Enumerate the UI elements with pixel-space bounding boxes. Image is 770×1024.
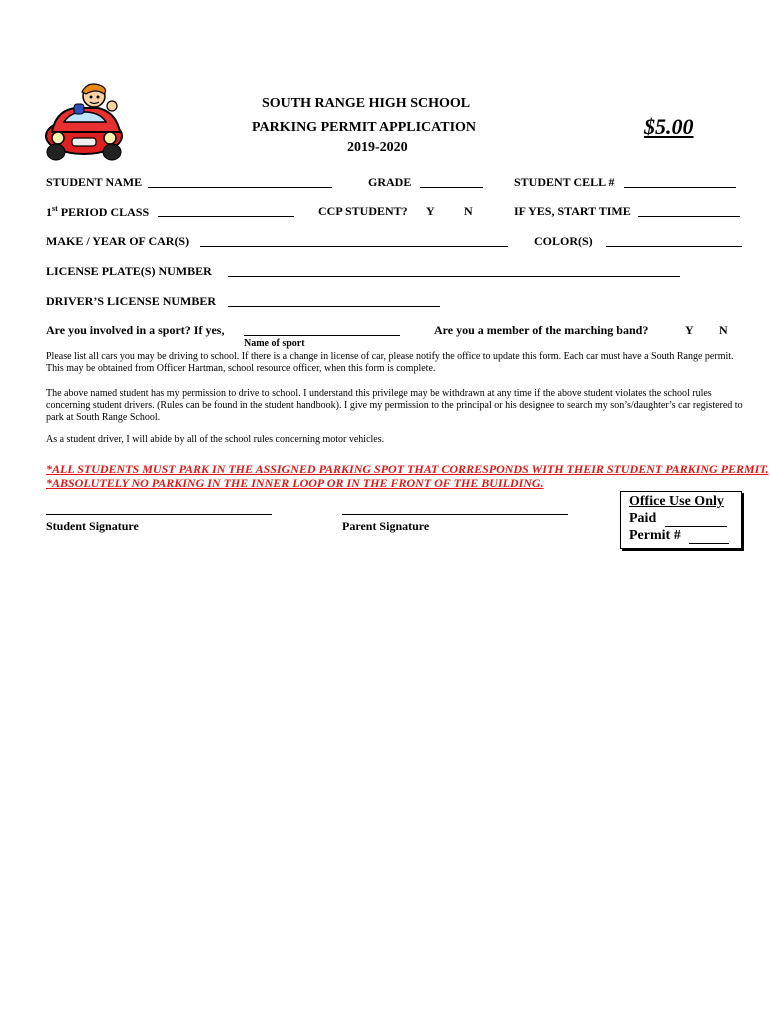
paid-label: Paid [629, 511, 657, 526]
make-year-label: MAKE / YEAR OF CAR(S) [46, 234, 190, 248]
drivers-license-label: DRIVER’S LICENSE NUMBER [46, 294, 217, 308]
start-time-field[interactable] [638, 216, 740, 217]
paid-field[interactable] [665, 526, 727, 527]
sport-caption: Name of sport [244, 338, 305, 349]
office-use-box [620, 491, 742, 549]
student-signature-line[interactable] [46, 514, 272, 515]
parent-signature-label: Parent Signature [342, 519, 430, 533]
parent-signature-line[interactable] [342, 514, 568, 515]
student-signature-label: Student Signature [46, 519, 139, 533]
student-cell-field[interactable] [624, 187, 736, 188]
student-name-label: STUDENT NAME [46, 175, 143, 189]
student-cell-label: STUDENT CELL # [514, 175, 615, 189]
warning-no-parking: *ABSOLUTELY NO PARKING IN THE INNER LOOP OR IN THE FRONT OF THE BUILDING. [46, 476, 544, 490]
period-class-label: 1st PERIOD CLASS [46, 204, 150, 219]
price: $5.00 [644, 114, 694, 139]
grade-label: GRADE [368, 175, 412, 189]
band-yes-option[interactable]: Y [685, 323, 694, 337]
band-no-option[interactable]: N [719, 323, 728, 337]
cartoon-car-driver-icon [42, 80, 128, 162]
color-label: COLOR(S) [534, 234, 593, 248]
ccp-student-label: CCP STUDENT? [318, 204, 408, 218]
permit-label: Permit # [629, 528, 681, 543]
school-name: SOUTH RANGE HIGH SCHOOL [262, 96, 471, 111]
parent-permission: The above named student has my permission to drive to school. I understand this privilege may be withdrawn at any time if the above student violates the school rules concerning student drivers. (Rules can be found in the student handbook). I give my permission to the principal or his designee to search my son’s/daughter’s car registered to park at South Range School. [46, 388, 743, 423]
start-time-label: IF YES, START TIME [514, 204, 631, 218]
drivers-license-field[interactable] [228, 306, 440, 307]
band-question: Are you a member of the marching band? [434, 323, 649, 337]
school-year: 2019-2020 [347, 140, 408, 155]
student-agreement: As a student driver, I will abide by all of the school rules concerning motor vehicles. [46, 434, 385, 445]
permit-field[interactable] [689, 543, 729, 544]
office-use-title: Office Use Only [629, 494, 724, 509]
grade-field[interactable] [420, 187, 483, 188]
color-field[interactable] [606, 246, 742, 247]
license-plate-label: LICENSE PLATE(S) NUMBER [46, 264, 212, 278]
sport-name-field[interactable] [244, 335, 400, 336]
cars-instructions: Please list all cars you may be driving to school. If there is a change in license of car, please notify the office to update this form. Each car must have a South Range permit. This may be obtained from Officer Hartman, school resource officer, when this form is complete. [46, 351, 734, 374]
make-year-field[interactable] [200, 246, 508, 247]
license-plate-field[interactable] [228, 276, 680, 277]
ccp-yes-option[interactable]: Y [426, 204, 435, 218]
student-name-field[interactable] [148, 187, 332, 188]
period-class-field[interactable] [158, 216, 294, 217]
ccp-no-option[interactable]: N [464, 204, 473, 218]
form-title: PARKING PERMIT APPLICATION [252, 120, 477, 135]
sport-question: Are you involved in a sport? If yes, [46, 323, 225, 337]
warning-assigned-spot: *ALL STUDENTS MUST PARK IN THE ASSIGNED PARKING SPOT THAT CORRESPONDS WITH THEIR STUDENT PARKING PERMIT. [46, 462, 769, 476]
